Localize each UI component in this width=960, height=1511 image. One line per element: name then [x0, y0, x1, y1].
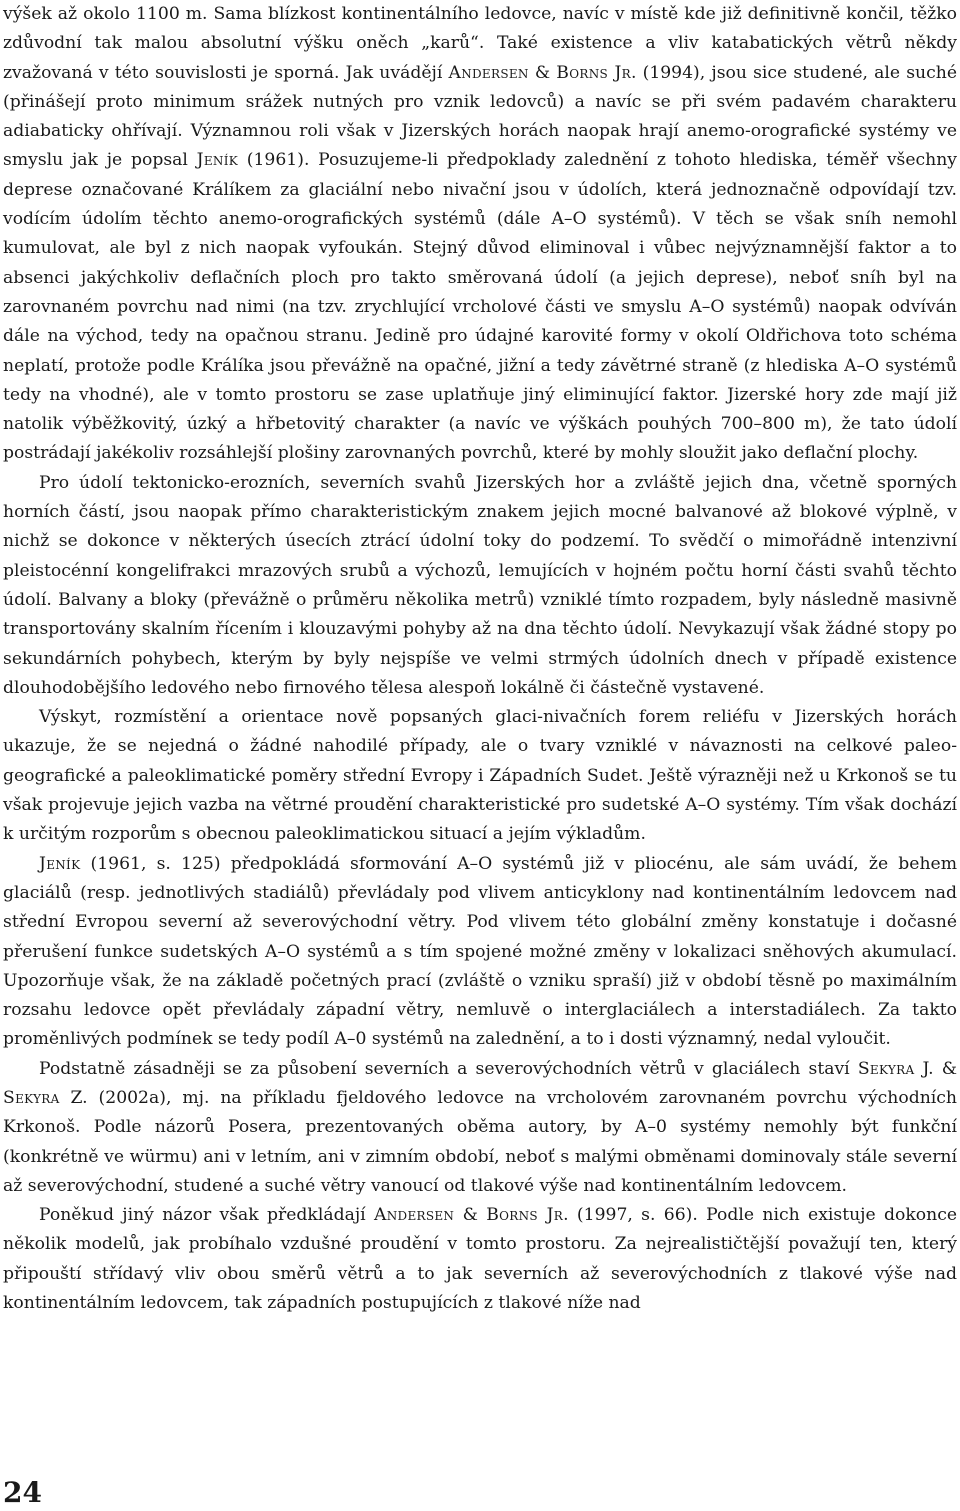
paragraph	[3, 0, 957, 469]
author-name: Andersen	[374, 1205, 455, 1226]
body-text	[3, 0, 957, 1318]
text-run: . (1997, s. 66). Podle nich existuje dokonce několik modelů, jak probíhalo vzdušné proudění v tomto prostoru. Za nejrealističtější považují ten, který připouští střídavý vliv obou směrů větrů a to jak severních až severovýchodních z tlakové výše nad kontinentálním ledovcem, tak západních postupujících z tlakové níže nad	[3, 1205, 957, 1314]
author-name: Jeník	[196, 150, 239, 171]
text-run: Pro údolí tektonicko-erozních, severních svahů Jizerských hor a zvláště jejich dna, včetně sporných horních částí, jsou naopak přímo charakteristickým znakem jejich mocné balvanové až blokové výplně, v nichž se dokonce v některých úsecích ztrácí údolní toky do podzemí. To svědčí o mimořádně intenzivní pleistocénní kongelifrakci mrazových srubů a výchozů, lemujících v hojném počtu horní části svahů těchto údolí. Balvany a bloky (převážně o průměru několika metrů) vzniklé tímto rozpadem, byly následně masivně transportovány skalním řícením i klouzavými pohyby až na dna těchto údolí. Nevykazují však žádné stopy po sekundárních pohybech, kterým by byly nejspíše ve velmi strmých údolních dnech v případě existence dlouhodobějšího ledového nebo firnového tělesa alespoň lokálně či částečně vystavené.	[3, 472, 957, 698]
text-run: &	[454, 1205, 487, 1226]
paragraph	[3, 1055, 957, 1201]
author-name: Sekyra	[857, 1058, 915, 1079]
page-number: 24	[3, 1476, 42, 1509]
paragraph	[3, 850, 957, 1055]
author-name: Sekyra	[3, 1087, 60, 1108]
text-run: Poněkud jiný názor však předkládají	[39, 1205, 375, 1226]
author-name: Jeník	[39, 853, 81, 874]
text-run: výšek až okolo 1100 m. Sama blízkost kontinentálního ledovce, navíc v místě kde již definitivně končil, těžko zdůvodní tak malou absolutní výšku oněch „karů“. Také existence a vliv katabatických větrů někdy zvažovaná v této souvislosti je sporná. Jak uvádějí	[3, 4, 957, 83]
text-run: J. &	[914, 1058, 957, 1079]
text-run: &	[528, 62, 557, 83]
text-run: (1961). Posuzujeme-li předpoklady zalednění z tohoto hlediska, téměř všechny deprese označované Králíkem za glaciální nebo nivační jsou v údolích, která jednoznačně odpovídají tzv. vodícím údolím těchto anemo-orografických systémů (dále A–O systémů). V těch se však sníh nemohl kumulovat, ale byl z nich naopak vyfoukán. Stejný důvod eliminoval i vůbec nejvýznamnější faktor a to absenci jakýchkoliv deflačních ploch pro takto směrovaná údolí (a jejich deprese), neboť sníh byl na zarovnaném povrchu nad nimi (na tzv. zrychlující vrcholové části ve smyslu A–O systémů) naopak odvíván dále na východ, tedy na opačnou stranu. Jedině pro údajné karovité formy v okolí Oldřichova toto schéma neplatí, protože podle Králíka jsou převážně na opačné, jižní a tedy závětrné straně (z hlediska A–O systémů tedy na vhodné), ale v tomto prostoru se zase uplatňuje jiný eliminující faktor. Jizerské hory zde mají již natolik výběžkovitý, úzký a hřbetovitý charakter (a navíc ve výškách pouhých 700–800 m), že tato údolí postrádají jakékoliv rozsáhlejší plošiny zarovnaných povrchů, které by mohly sloužit jako deflační plochy.	[3, 150, 957, 464]
paragraph	[3, 1201, 957, 1318]
author-name: Andersen	[448, 62, 529, 83]
text-run: Podstatně zásadněji se za působení severních a severovýchodních větrů v glaciálech staví	[39, 1058, 858, 1079]
paragraph	[3, 703, 957, 849]
author-name: Borns Jr	[486, 1205, 564, 1226]
text-run: (1961, s. 125) předpokládá sformování A–O systémů již v pliocénu, ale sám uvádí, že behem glaciálů (resp. jednotlivých stadiálů) převládaly pod vlivem anticyklony nad kontinentálním ledovcem nad střední Evropou severní až severovýchodní větry. Pod vlivem této globální změny konstatuje i dočasné přerušení funkce sudetských A–O systémů a s tím spojené možné změny v lokalizaci sněhových akumulací. Upozorňuje však, že na základě početných prací (zvláště o vzniku spraší) již v období těsně po maximálním rozsahu ledovce opět převládaly západní větry, nemluvě o interglaciálech a interstadiálech. Za takto proměnlivých podmínek se tedy podíl A–0 systémů na zalednění, a to i dosti významný, nedal vyloučit.	[3, 853, 957, 1050]
paragraph	[3, 469, 957, 703]
author-name: Borns Jr	[556, 62, 631, 83]
text-run: Z. (2002a), mj. na příkladu fjeldového ledovce na vrcholovém zarovnaném povrchu východních Krkonoš. Podle názorů Posera, prezentovaných oběma autory, by A–0 systémy nemohly být funkční (konkrétně ve würmu) ani v letním, ani v zimním období, neboť s malými obměnami dominovaly stále severní až severovýchodní, studené a suché větry vanoucí od tlakové výše nad kontinentálním ledovcem.	[3, 1087, 957, 1196]
text-run: Výskyt, rozmístění a orientace nově popsaných glaci-nivačních forem reliéfu v Jizerských horách ukazuje, že se nejedná o žádné nahodilé případy, ale o tvary vzniklé v návaznosti na celkové paleogeografické a paleoklimatické poměry střední Evropy i Západních Sudet. Ještě výrazněji než u Krkonoš se tu však projevuje jejich vazba na větrné proudění charakteristické pro sudetské A–O systémy. Tím však dochází k určitým rozporům s obecnou paleoklimatickou situací a jejím výkladům.	[3, 707, 957, 845]
text-run: . (1994), jsou sice studené, ale suché (přinášejí proto minimum srážek nutných pro vznik ledovců) a navíc se při svém padavém charakteru adiabaticky ohřívají. Významnou roli však v Jizerských horách naopak hrají anemo-orografické systémy ve smyslu jak je popsal	[3, 62, 957, 171]
